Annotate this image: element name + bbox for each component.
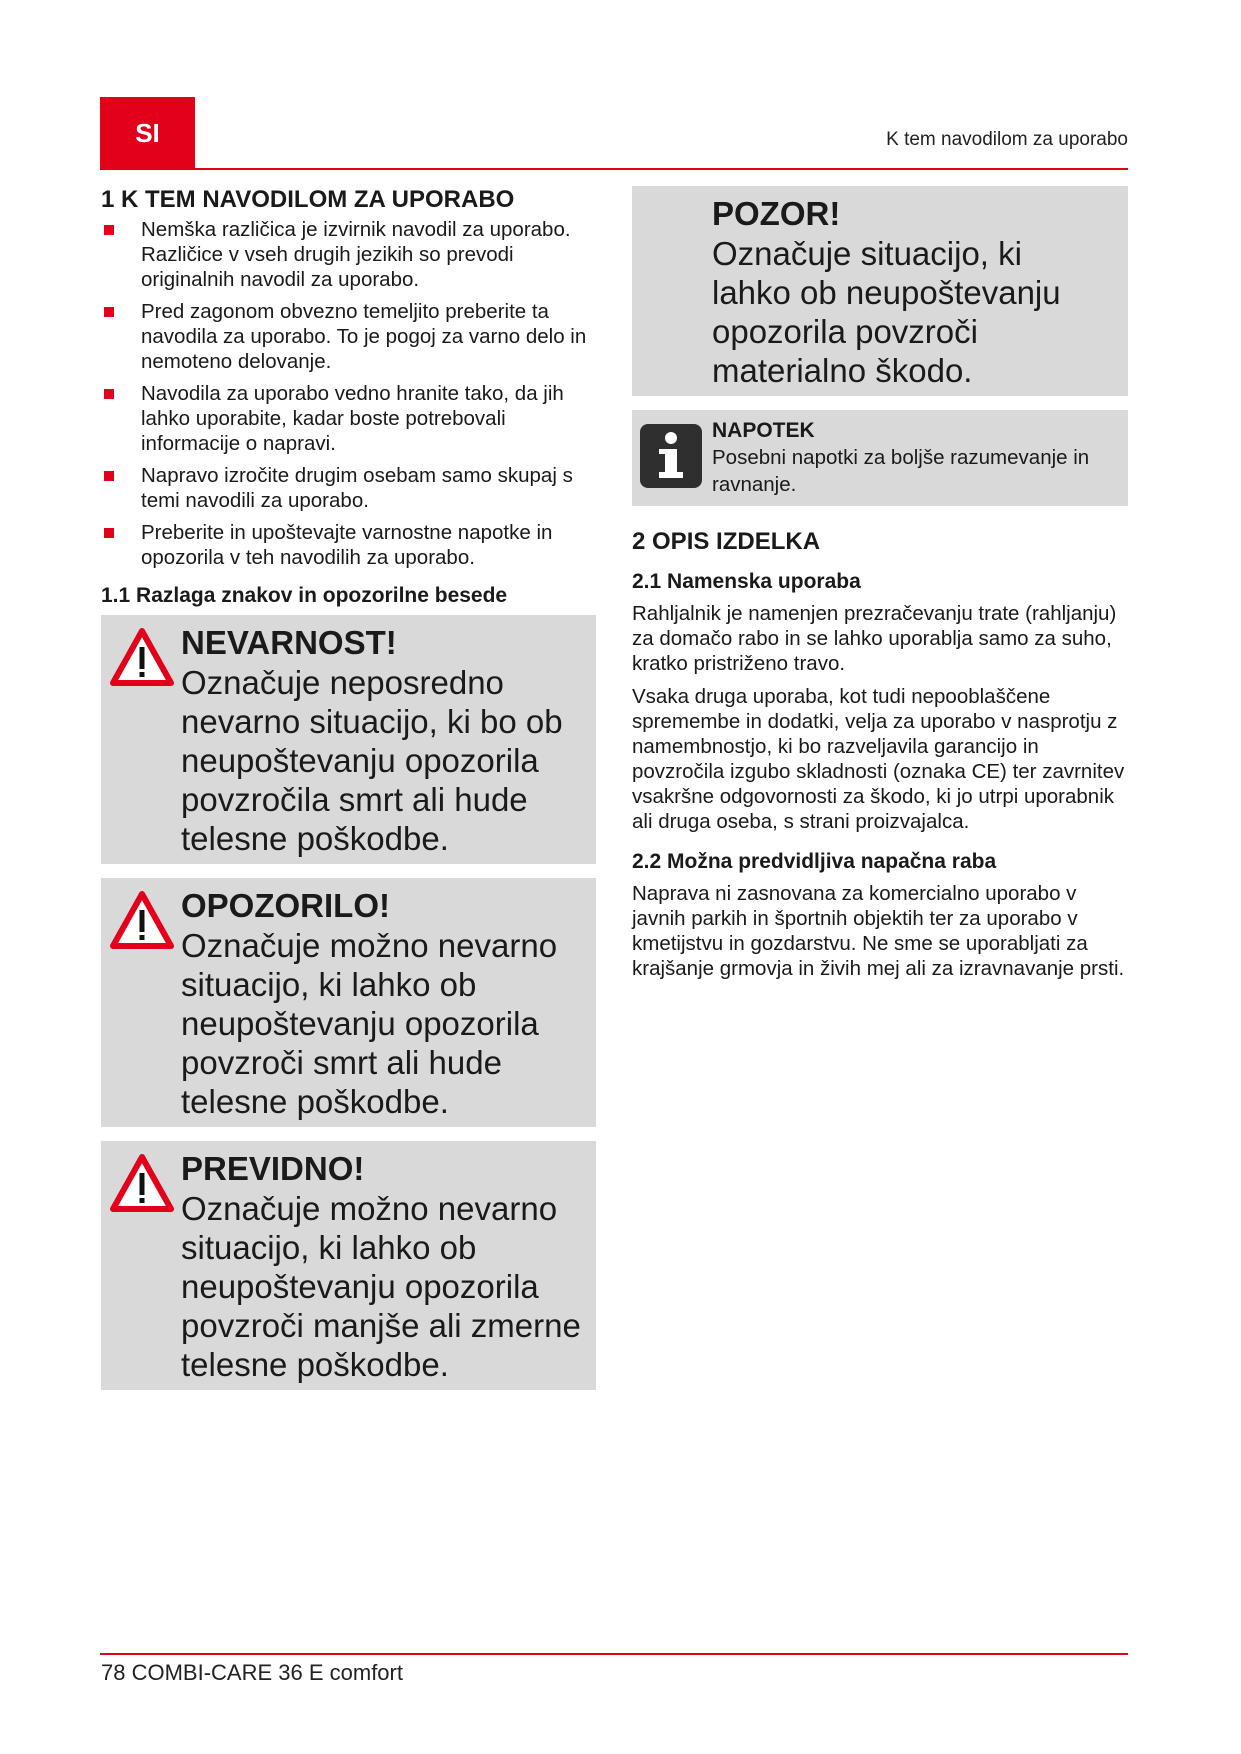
bullet-square-icon	[104, 528, 114, 538]
section-1-heading: 1 K TEM NAVODILOM ZA UPORABO	[101, 186, 515, 213]
notice-box	[632, 186, 1128, 396]
hint-title: NAPOTEK	[712, 419, 815, 442]
warning-text: Označuje možno nevarno situacijo, ki lahko ob neupoštevanju opozorila povzroči smrt ali hude telesne poškodbe.	[181, 927, 558, 1120]
warning-triangle-icon	[109, 1153, 175, 1213]
left-column	[101, 186, 596, 1404]
list-item	[101, 381, 596, 456]
paragraph: Naprava ni zasnovana za komercialno uporabo v javnih parkih in športnih objektih ter za uporabo v kmetijstvu in gozdarstvu. Ne sme se uporabljati za krajšanje grmovja in živih mej ali za izravnavanje prsti.	[632, 882, 1125, 980]
bullet-text: Napravo izročite drugim osebam samo skupaj s temi navodili za uporabo.	[141, 464, 573, 512]
warning-text: Označuje možno nevarno situacijo, ki lahko ob neupoštevanju opozorila povzroči manjše ali zmerne telesne poškodbe.	[181, 1190, 581, 1383]
warning-triangle-icon	[109, 627, 175, 687]
footer-rule	[100, 1653, 1128, 1655]
list-item	[101, 217, 596, 292]
info-icon	[640, 424, 702, 488]
danger-box	[101, 615, 596, 864]
hint-text: Posebni napotki za boljše razumevanje in ravnanje.	[712, 446, 1090, 496]
header-rule	[100, 168, 1128, 170]
warning-box	[101, 878, 596, 1127]
notice-text: Označuje situacijo, ki lahko ob neupoštevanju opozorila povzroči materialno škodo.	[712, 235, 1061, 389]
language-tab: SI	[100, 97, 195, 169]
bullet-square-icon	[104, 389, 114, 399]
section-1-1-heading: 1.1 Razlaga znakov in opozorilne besede	[101, 584, 508, 607]
warning-triangle-icon	[109, 890, 175, 950]
bullet-text: Pred zagonom obvezno temeljito preberite ta navodila za uporabo. To je pogoj za varno delo in nemoteno delovanje.	[141, 300, 587, 373]
list-item	[101, 520, 596, 570]
section-2-heading: 2 OPIS IZDELKA	[632, 528, 821, 555]
bullet-square-icon	[104, 225, 114, 235]
warning-title: OPOZORILO!	[181, 887, 390, 924]
bullet-text: Nemška različica je izvirnik navodil za uporabo. Različice v vseh drugih jezikih so prevodi originalnih navodil za uporabo.	[141, 218, 571, 291]
warning-title: NEVARNOST!	[181, 624, 397, 661]
list-item	[101, 299, 596, 374]
bullet-square-icon	[104, 307, 114, 317]
hint-box	[632, 410, 1128, 506]
bullet-square-icon	[104, 471, 114, 481]
paragraph: Rahljalnik je namenjen prezračevanju trate (rahljanju) za domačo rabo in se lahko uporablja samo za suho, kratko pristriženo travo.	[632, 602, 1117, 675]
bullet-text: Preberite in upoštevajte varnostne napotke in opozorila v teh navodilih za uporabo.	[141, 521, 553, 569]
section-2-1-heading: 2.1 Namenska uporaba	[632, 570, 861, 593]
notice-title: POZOR!	[712, 195, 841, 232]
running-header: K tem navodilom za uporabo	[886, 129, 1128, 150]
paragraph: Vsaka druga uporaba, kot tudi nepooblaščene spremembe in dodatki, velja za uporabo v nasprotju z namembnostjo, ki bo razveljavila garancijo in povzročila izgubo skladnosti (oznaka CE) ter zavrnitev vsakršne odgovornosti za škodo, ki jo utrpi uporabnik ali druga oseba, s strani proizvajalca.	[632, 685, 1125, 833]
list-item	[101, 463, 596, 513]
bullet-text: Navodila za uporabo vedno hranite tako, da jih lahko uporabite, kadar boste potrebovali informacije o napravi.	[141, 382, 564, 455]
warning-title: PREVIDNO!	[181, 1150, 365, 1187]
page-footer: 78 COMBI-CARE 36 E comfort	[101, 1660, 403, 1685]
caution-box	[101, 1141, 596, 1390]
section-2-2-heading: 2.2 Možna predvidljiva napačna raba	[632, 850, 997, 873]
bullet-list	[101, 217, 596, 570]
warning-text: Označuje neposredno nevarno situacijo, ki bo ob neupoštevanju opozorila povzročila smrt ali hude telesne poškodbe.	[181, 664, 563, 857]
right-column	[632, 186, 1128, 989]
